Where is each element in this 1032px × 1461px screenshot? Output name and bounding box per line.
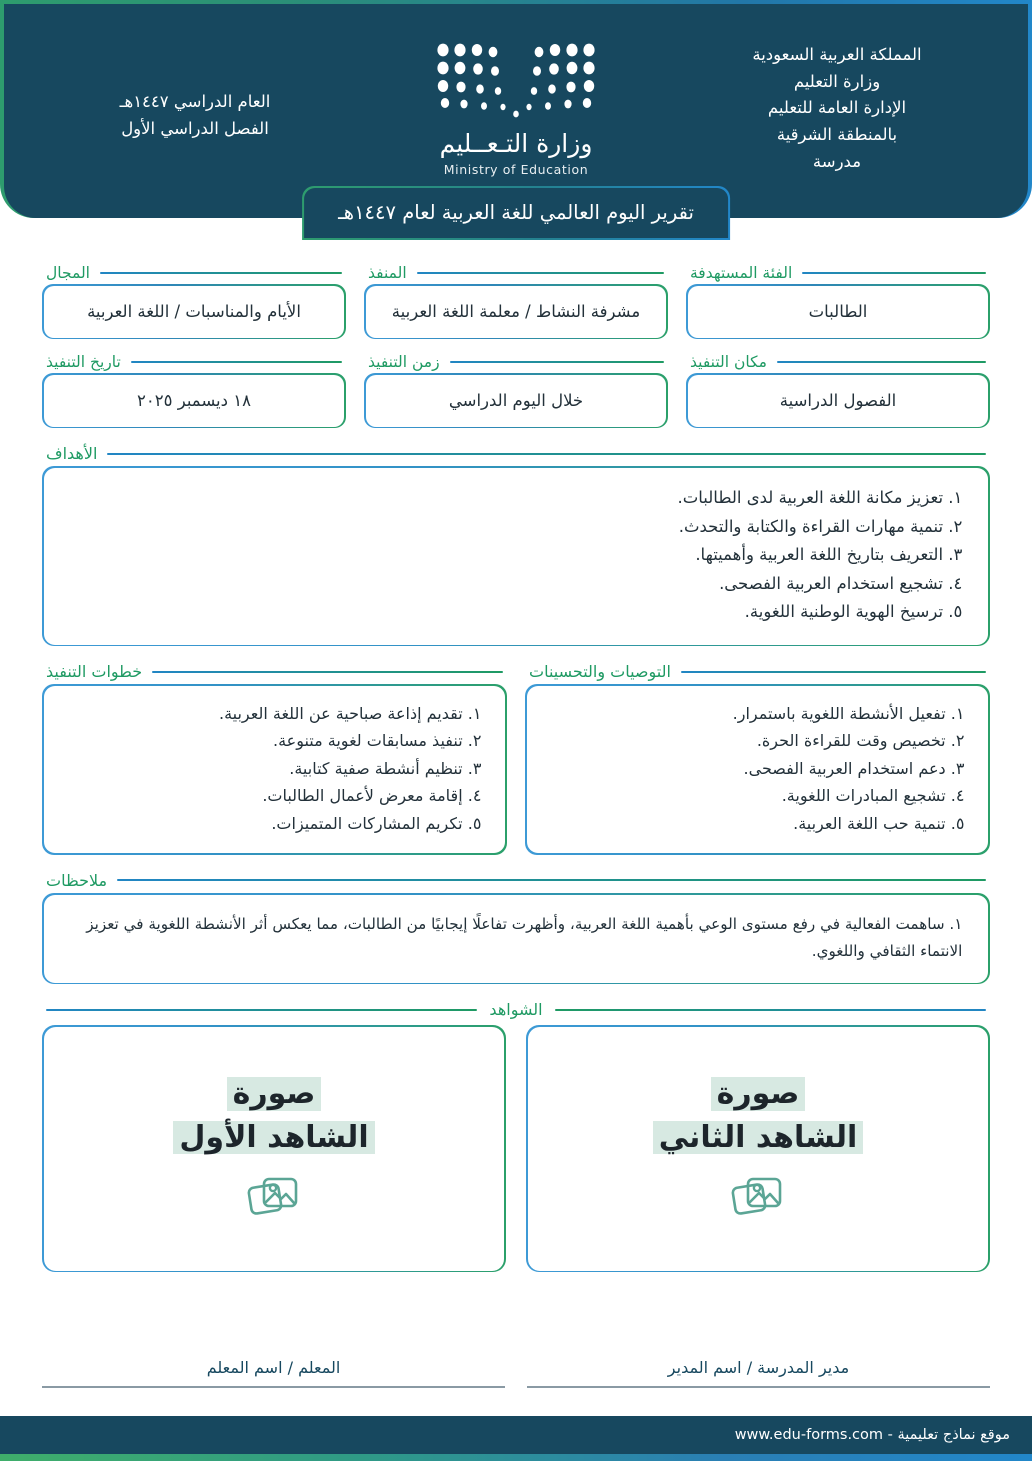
footer-gradient-stripe: [0, 1454, 1032, 1461]
section-header: [42, 662, 507, 681]
notes-panel: [44, 895, 989, 983]
academic-year: العام الدراسي ١٤٤٧هـ: [119, 92, 271, 111]
field-box-border: [42, 373, 346, 428]
section-label: التوصيات والتحسينات: [529, 662, 671, 682]
signature-label: مدير المدرسة / اسم المدير: [667, 1358, 850, 1378]
identity-line-ministry: وزارة التعليم: [793, 71, 881, 91]
evidence-row: [42, 1025, 990, 1272]
list-item: ١. تعزيز مكانة اللغة العربية لدى الطالبات.: [677, 487, 963, 507]
panel-border: [42, 684, 507, 855]
list-item: ٣. التعريف بتاريخ اللغة العربية وأهميتها.: [695, 545, 963, 565]
page-header: [0, 0, 1032, 224]
field-date: [42, 353, 346, 428]
academic-term: الفصل الدراسي الأول: [121, 118, 269, 138]
section-label: ملاحظات: [46, 870, 108, 890]
field-time: [364, 353, 668, 428]
objectives-list: [70, 484, 963, 627]
signature-line[interactable]: [527, 1386, 990, 1388]
field-value[interactable]: الأيام والمناسبات / اللغة العربية: [44, 286, 345, 338]
section-steps: [42, 662, 507, 855]
page-footer: [0, 1416, 1032, 1461]
field-label: الفئة المستهدفة: [690, 264, 793, 282]
field-header: [42, 264, 346, 282]
signature-area: [0, 1358, 1032, 1388]
list-item: ١. تقديم إذاعة صباحية عن اللغة العربية.: [218, 703, 482, 723]
section-header: [42, 444, 990, 463]
recommendations-panel: [527, 686, 989, 854]
evidence-rule-left: [46, 1009, 477, 1011]
notes-text: ١. ساهمت الفعالية في رفع مستوى الوعي بأهمية اللغة العربية، وأظهرت تفاعلًا إيجابيًا من الطالبات، مما يعكس أثر الأنشطة اللغوية في تعزيز الانتماء الثقافي واللغوي.: [86, 914, 963, 960]
field-box-border: [686, 284, 990, 339]
field-box-border: [364, 284, 668, 339]
signature-label: المعلم / اسم المعلم: [206, 1358, 341, 1378]
field-header: [364, 264, 668, 282]
steps-panel: [44, 686, 506, 854]
section-rule: [681, 671, 986, 673]
field-box-border: [364, 373, 668, 428]
evidence-rule-right: [555, 1009, 986, 1011]
signature-teacher: [42, 1358, 505, 1388]
field-header: [686, 353, 990, 371]
section-notes: [42, 871, 990, 984]
list-item: ٢. تنمية مهارات القراءة والكتابة والتحدث.: [678, 516, 963, 536]
field-value[interactable]: ١٨ ديسمبر ٢٠٢٥: [44, 375, 345, 427]
page-title: تقرير اليوم العالمي للغة العربية لعام ١٤٤٧هـ: [304, 188, 728, 238]
section-rule: [152, 671, 503, 673]
photos-stack-icon: [731, 1172, 785, 1220]
identity-line-kingdom: المملكة العربية السعودية: [752, 45, 922, 64]
section-objectives: [42, 444, 990, 646]
photo-label-line2: الشاهد الأول: [173, 1121, 374, 1155]
evidence-label: الشواهد: [489, 1000, 543, 1020]
photo-label-line1: صورة: [227, 1077, 322, 1111]
field-value[interactable]: خلال اليوم الدراسي: [366, 375, 667, 427]
list-item: ٥. تنمية حب اللغة العربية.: [793, 813, 965, 833]
section-evidence: [42, 1000, 990, 1272]
list-item: ٣. دعم استخدام العربية الفصحى.: [743, 758, 965, 778]
field-executor: [364, 264, 668, 339]
objectives-panel: [44, 468, 989, 645]
steps-list: [68, 700, 482, 838]
photo-placeholder-border: [526, 1025, 990, 1272]
field-value[interactable]: الفصول الدراسية: [688, 375, 989, 427]
field-header: [42, 353, 346, 371]
field-target-group: [686, 264, 990, 339]
saudi-moe-palm-dots-icon: [431, 40, 601, 118]
field-domain: [42, 264, 346, 339]
identity-line-administration: الإدارة العامة للتعليم: [767, 98, 907, 118]
list-item: ٢. تخصيص وقت للقراءة الحرة.: [756, 731, 965, 751]
footer-website-text: موقع نماذج تعليمية - www.edu-forms.com: [734, 1427, 1010, 1443]
section-label: الأهداف: [46, 444, 98, 464]
photo-placeholder-border: [42, 1025, 506, 1272]
footer-band: [0, 1416, 1032, 1454]
field-label: المنفذ: [368, 264, 407, 282]
list-item: ٣. تنظيم أنشطة صفية كتابية.: [289, 758, 482, 778]
section-recommendations: [525, 662, 990, 855]
panel-border: [42, 893, 990, 984]
panel-border: [525, 684, 990, 855]
field-value[interactable]: الطالبات: [688, 286, 989, 338]
recommendations-list: [551, 700, 965, 838]
school-identity-block: [692, 34, 982, 176]
section-header: [525, 662, 990, 681]
steps-recommendations-row: [42, 662, 990, 855]
list-item: ٤. تشجيع المبادرات اللغوية.: [781, 786, 965, 806]
list-item: ٥. ترسيخ الهوية الوطنية اللغوية.: [744, 602, 963, 622]
field-rule: [100, 272, 342, 274]
field-row-1: [42, 264, 990, 339]
list-item: ٤. إقامة معرض لأعمال الطالبات.: [262, 786, 482, 806]
field-label: المجال: [46, 264, 90, 282]
report-title-badge: [302, 186, 730, 240]
field-box-border: [42, 284, 346, 339]
field-header: [364, 353, 668, 371]
list-item: ٤. تشجيع استخدام العربية الفصحى.: [719, 573, 963, 593]
field-header: [686, 264, 990, 282]
signature-line[interactable]: [42, 1386, 505, 1388]
field-place: [686, 353, 990, 428]
section-header: [42, 871, 990, 890]
list-item: ٥. تكريم المشاركات المتميزات.: [271, 813, 482, 833]
field-rule: [777, 361, 986, 363]
field-rule: [131, 361, 342, 363]
field-rule: [417, 272, 664, 274]
photo-placeholder-first[interactable]: [44, 1027, 505, 1271]
field-rule: [450, 361, 664, 363]
report-body: [0, 218, 1032, 1272]
section-rule: [107, 453, 986, 455]
field-rule: [802, 272, 986, 274]
field-row-2: [42, 353, 990, 428]
list-item: ٢. تنفيذ مسابقات لغوية متنوعة.: [272, 731, 482, 751]
academic-year-block: [50, 34, 340, 142]
signature-principal: [527, 1358, 990, 1388]
ministry-logo: [411, 34, 621, 177]
photo-placeholder-second[interactable]: [528, 1027, 989, 1271]
section-label: خطوات التنفيذ: [46, 662, 143, 682]
field-box-border: [686, 373, 990, 428]
field-label: مكان التنفيذ: [690, 353, 767, 372]
photo-label-line1: صورة: [711, 1077, 806, 1111]
field-value[interactable]: مشرفة النشاط / معلمة اللغة العربية: [366, 286, 667, 338]
identity-line-school: مدرسة: [812, 151, 862, 171]
section-rule: [117, 879, 986, 881]
identity-line-region: بالمنطقة الشرقية: [776, 125, 898, 145]
photo-label-line2: الشاهد الثاني: [653, 1121, 864, 1155]
field-label: تاريخ التنفيذ: [46, 353, 121, 372]
evidence-header: [42, 1000, 990, 1019]
photos-stack-icon: [247, 1172, 301, 1220]
list-item: ١. تفعيل الأنشطة اللغوية باستمرار.: [732, 703, 965, 723]
panel-border: [42, 466, 990, 646]
logo-english-text: Ministry of Education: [443, 162, 589, 177]
field-label: زمن التنفيذ: [368, 353, 440, 372]
logo-arabic-text: وزارة التـعــليم: [439, 129, 593, 158]
